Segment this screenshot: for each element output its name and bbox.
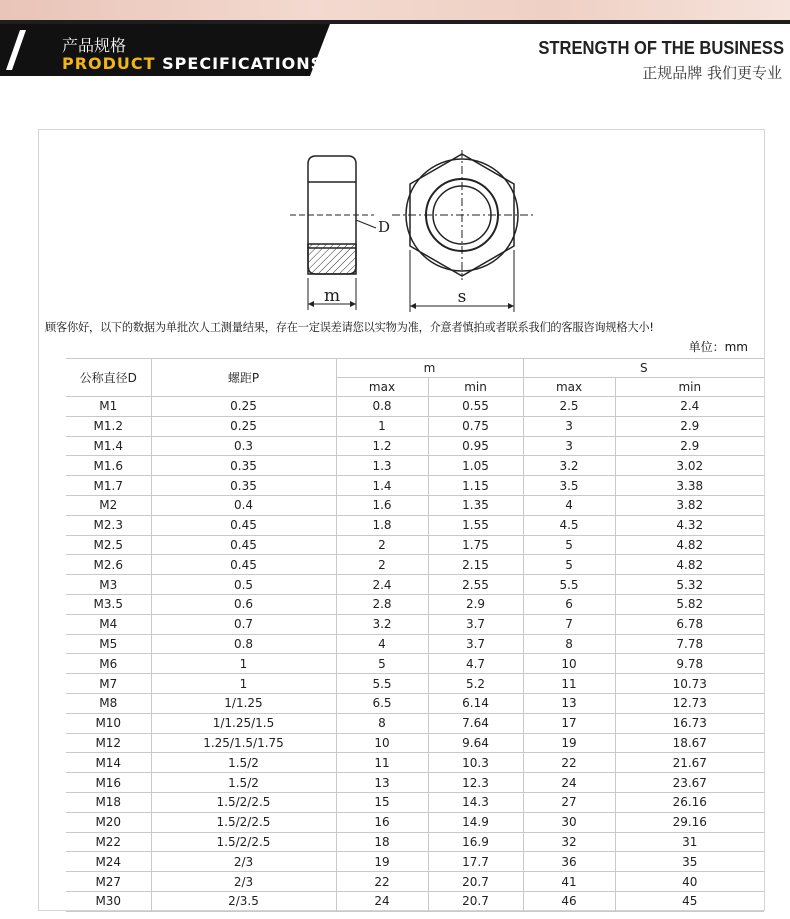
cell-m-min: 5.2 [428,674,523,694]
cell-m-min: 1.15 [428,476,523,496]
cell-s-min: 40 [615,872,764,892]
cell-pitch: 1.5/2/2.5 [151,812,336,832]
cell-s-max: 2.5 [523,397,615,417]
cell-s-max: 4.5 [523,515,615,535]
table-row [66,436,764,456]
cell-m-min: 10.3 [428,753,523,773]
cell-s-max: 5.5 [523,575,615,595]
cell-s-min: 4.82 [615,535,764,555]
cell-m-min: 20.7 [428,872,523,892]
cell-m-max: 2 [336,555,428,575]
header-title-en-highlight: PRODUCT [62,54,156,73]
cell-m-max: 6.5 [336,693,428,713]
table-row [66,852,764,872]
cell-pitch: 1.5/2/2.5 [151,832,336,852]
table-row [66,634,764,654]
table-row [66,594,764,614]
cell-nominal-diameter: M3 [66,575,151,595]
cell-m-min: 1.05 [428,456,523,476]
cell-m-min: 14.9 [428,812,523,832]
cell-s-min: 2.9 [615,416,764,436]
cell-pitch: 0.45 [151,555,336,575]
cell-s-max: 32 [523,832,615,852]
table-row [66,614,764,634]
cell-m-max: 22 [336,872,428,892]
cell-s-min: 26.16 [615,792,764,812]
cell-m-max: 1.6 [336,495,428,515]
cell-m-min: 0.95 [428,436,523,456]
cell-pitch: 0.6 [151,594,336,614]
header-title-cn: 产品规格 [62,36,127,55]
cell-m-max: 0.8 [336,397,428,417]
table-row [66,416,764,436]
cell-pitch: 0.35 [151,456,336,476]
table-row [66,456,764,476]
label-s: s [457,287,467,307]
cell-s-min: 10.73 [615,674,764,694]
cell-m-max: 1.8 [336,515,428,535]
cell-nominal-diameter: M4 [66,614,151,634]
cell-nominal-diameter: M14 [66,753,151,773]
header-nominal-diameter: 公称直径D [66,359,151,397]
cell-pitch: 2/3 [151,872,336,892]
table-row [66,693,764,713]
cell-s-min: 4.82 [615,555,764,575]
header-title-en-rest: SPECIFICATIONS [162,54,324,73]
cell-s-max: 30 [523,812,615,832]
cell-s-max: 19 [523,733,615,753]
cell-m-max: 11 [336,753,428,773]
header-s-min: min [615,378,764,397]
cell-s-max: 3 [523,416,615,436]
cell-nominal-diameter: M5 [66,634,151,654]
cell-s-min: 5.82 [615,594,764,614]
table-row [66,792,764,812]
cell-m-max: 19 [336,852,428,872]
cell-m-max: 4 [336,634,428,654]
cell-pitch: 1/1.25 [151,693,336,713]
cell-s-max: 22 [523,753,615,773]
cell-s-min: 4.32 [615,515,764,535]
header-title-en [62,54,323,73]
table-row [66,476,764,496]
cell-nominal-diameter: M1.6 [66,456,151,476]
table-row [66,733,764,753]
cell-m-min: 1.55 [428,515,523,535]
cell-s-min: 31 [615,832,764,852]
label-d: D [378,218,391,236]
spec-table [66,358,764,912]
cell-pitch: 0.3 [151,436,336,456]
cell-nominal-diameter: M1 [66,397,151,417]
table-row [66,753,764,773]
cell-nominal-diameter: M6 [66,654,151,674]
table-row [66,515,764,535]
cell-m-min: 2.55 [428,575,523,595]
table-row [66,535,764,555]
cell-s-min: 7.78 [615,634,764,654]
table-row [66,397,764,417]
cell-m-min: 20.7 [428,891,523,911]
cell-s-min: 3.82 [615,495,764,515]
cell-nominal-diameter: M8 [66,693,151,713]
cell-s-min: 2.4 [615,397,764,417]
cell-nominal-diameter: M30 [66,891,151,911]
label-m: m [323,286,341,306]
cell-m-min: 7.64 [428,713,523,733]
cell-s-min: 45 [615,891,764,911]
top-decoration-strip [0,0,790,20]
cell-pitch: 0.25 [151,397,336,417]
cell-nominal-diameter: M2.5 [66,535,151,555]
cell-pitch: 0.45 [151,535,336,555]
table-row [66,891,764,911]
cell-nominal-diameter: M2 [66,495,151,515]
header-s-max: max [523,378,615,397]
section-header [0,24,790,84]
cell-s-max: 46 [523,891,615,911]
cell-nominal-diameter: M12 [66,733,151,753]
cell-nominal-diameter: M3.5 [66,594,151,614]
cell-m-max: 16 [336,812,428,832]
cell-m-min: 17.7 [428,852,523,872]
cell-s-max: 17 [523,713,615,733]
cell-s-min: 23.67 [615,773,764,793]
header-m: m [336,359,523,378]
hex-nut-technical-drawing [286,150,536,320]
cell-m-min: 2.9 [428,594,523,614]
cell-s-max: 8 [523,634,615,654]
cell-m-max: 1.3 [336,456,428,476]
header-pitch: 螺距P [151,359,336,397]
cell-m-min: 16.9 [428,832,523,852]
table-header-row [66,359,764,378]
cell-m-min: 3.7 [428,634,523,654]
cell-nominal-diameter: M7 [66,674,151,694]
cell-s-max: 7 [523,614,615,634]
cell-s-min: 6.78 [615,614,764,634]
slogan-en: STRENGTH OF THE BUSINESS [538,38,784,58]
cell-pitch: 2/3 [151,852,336,872]
cell-nominal-diameter: M18 [66,792,151,812]
cell-s-max: 10 [523,654,615,674]
table-row [66,812,764,832]
cell-pitch: 1 [151,674,336,694]
cell-m-min: 0.75 [428,416,523,436]
table-row [66,555,764,575]
cell-s-min: 35 [615,852,764,872]
cell-m-max: 1.4 [336,476,428,496]
table-row [66,674,764,694]
unit-label: 单位：mm [688,340,748,354]
cell-nominal-diameter: M1.4 [66,436,151,456]
cell-pitch: 1/1.25/1.5 [151,713,336,733]
cell-pitch: 0.35 [151,476,336,496]
cell-nominal-diameter: M24 [66,852,151,872]
table-row [66,495,764,515]
cell-s-max: 3.5 [523,476,615,496]
cell-m-max: 15 [336,792,428,812]
cell-m-min: 3.7 [428,614,523,634]
cell-m-max: 1.2 [336,436,428,456]
cell-pitch: 2/3.5 [151,891,336,911]
cell-m-max: 5.5 [336,674,428,694]
cell-pitch: 1.5/2/2.5 [151,792,336,812]
cell-s-max: 41 [523,872,615,892]
cell-m-min: 4.7 [428,654,523,674]
cell-m-max: 24 [336,891,428,911]
table-row [66,713,764,733]
cell-m-min: 9.64 [428,733,523,753]
slogan-cn: 正规品牌 我们更专业 [642,64,782,82]
table-row [66,654,764,674]
cell-s-max: 6 [523,594,615,614]
cell-pitch: 0.5 [151,575,336,595]
cell-s-max: 5 [523,555,615,575]
measurement-note: 顾客你好，以下的数据为单批次人工测量结果，存在一定误差请您以实物为准，介意者慎拍或者联系我们的客服咨询规格大小! [45,321,654,334]
cell-nominal-diameter: M16 [66,773,151,793]
cell-s-min: 21.67 [615,753,764,773]
cell-pitch: 0.4 [151,495,336,515]
cell-s-min: 18.67 [615,733,764,753]
cell-pitch: 1.25/1.5/1.75 [151,733,336,753]
cell-s-min: 12.73 [615,693,764,713]
cell-s-max: 4 [523,495,615,515]
cell-s-min: 3.38 [615,476,764,496]
cell-m-min: 1.35 [428,495,523,515]
cell-nominal-diameter: M22 [66,832,151,852]
cell-s-min: 2.9 [615,436,764,456]
header-m-min: min [428,378,523,397]
cell-m-max: 13 [336,773,428,793]
cell-m-max: 2.8 [336,594,428,614]
cell-nominal-diameter: M2.3 [66,515,151,535]
table-row [66,575,764,595]
header-m-max: max [336,378,428,397]
cell-m-max: 1 [336,416,428,436]
cell-s-max: 3.2 [523,456,615,476]
cell-m-min: 14.3 [428,792,523,812]
cell-s-max: 11 [523,674,615,694]
cell-m-min: 6.14 [428,693,523,713]
cell-nominal-diameter: M27 [66,872,151,892]
cell-m-min: 1.75 [428,535,523,555]
cell-m-max: 8 [336,713,428,733]
table-row [66,832,764,852]
cell-s-min: 9.78 [615,654,764,674]
cell-s-max: 3 [523,436,615,456]
cell-nominal-diameter: M20 [66,812,151,832]
cell-m-max: 2 [336,535,428,555]
cell-m-max: 10 [336,733,428,753]
table-row [66,872,764,892]
cell-s-min: 3.02 [615,456,764,476]
cell-pitch: 1 [151,654,336,674]
cell-s-min: 16.73 [615,713,764,733]
cell-s-max: 5 [523,535,615,555]
cell-pitch: 0.25 [151,416,336,436]
cell-nominal-diameter: M1.7 [66,476,151,496]
header-s: S [523,359,764,378]
cell-pitch: 0.45 [151,515,336,535]
cell-pitch: 1.5/2 [151,773,336,793]
cell-pitch: 1.5/2 [151,753,336,773]
cell-m-max: 2.4 [336,575,428,595]
cell-nominal-diameter: M10 [66,713,151,733]
cell-m-max: 3.2 [336,614,428,634]
cell-s-max: 27 [523,792,615,812]
cell-pitch: 0.8 [151,634,336,654]
cell-m-max: 5 [336,654,428,674]
cell-s-max: 24 [523,773,615,793]
table-row [66,773,764,793]
cell-nominal-diameter: M1.2 [66,416,151,436]
cell-pitch: 0.7 [151,614,336,634]
cell-m-min: 2.15 [428,555,523,575]
cell-m-min: 12.3 [428,773,523,793]
cell-m-max: 18 [336,832,428,852]
cell-s-max: 36 [523,852,615,872]
cell-m-min: 0.55 [428,397,523,417]
cell-nominal-diameter: M2.6 [66,555,151,575]
cell-s-min: 5.32 [615,575,764,595]
cell-s-min: 29.16 [615,812,764,832]
cell-s-max: 13 [523,693,615,713]
